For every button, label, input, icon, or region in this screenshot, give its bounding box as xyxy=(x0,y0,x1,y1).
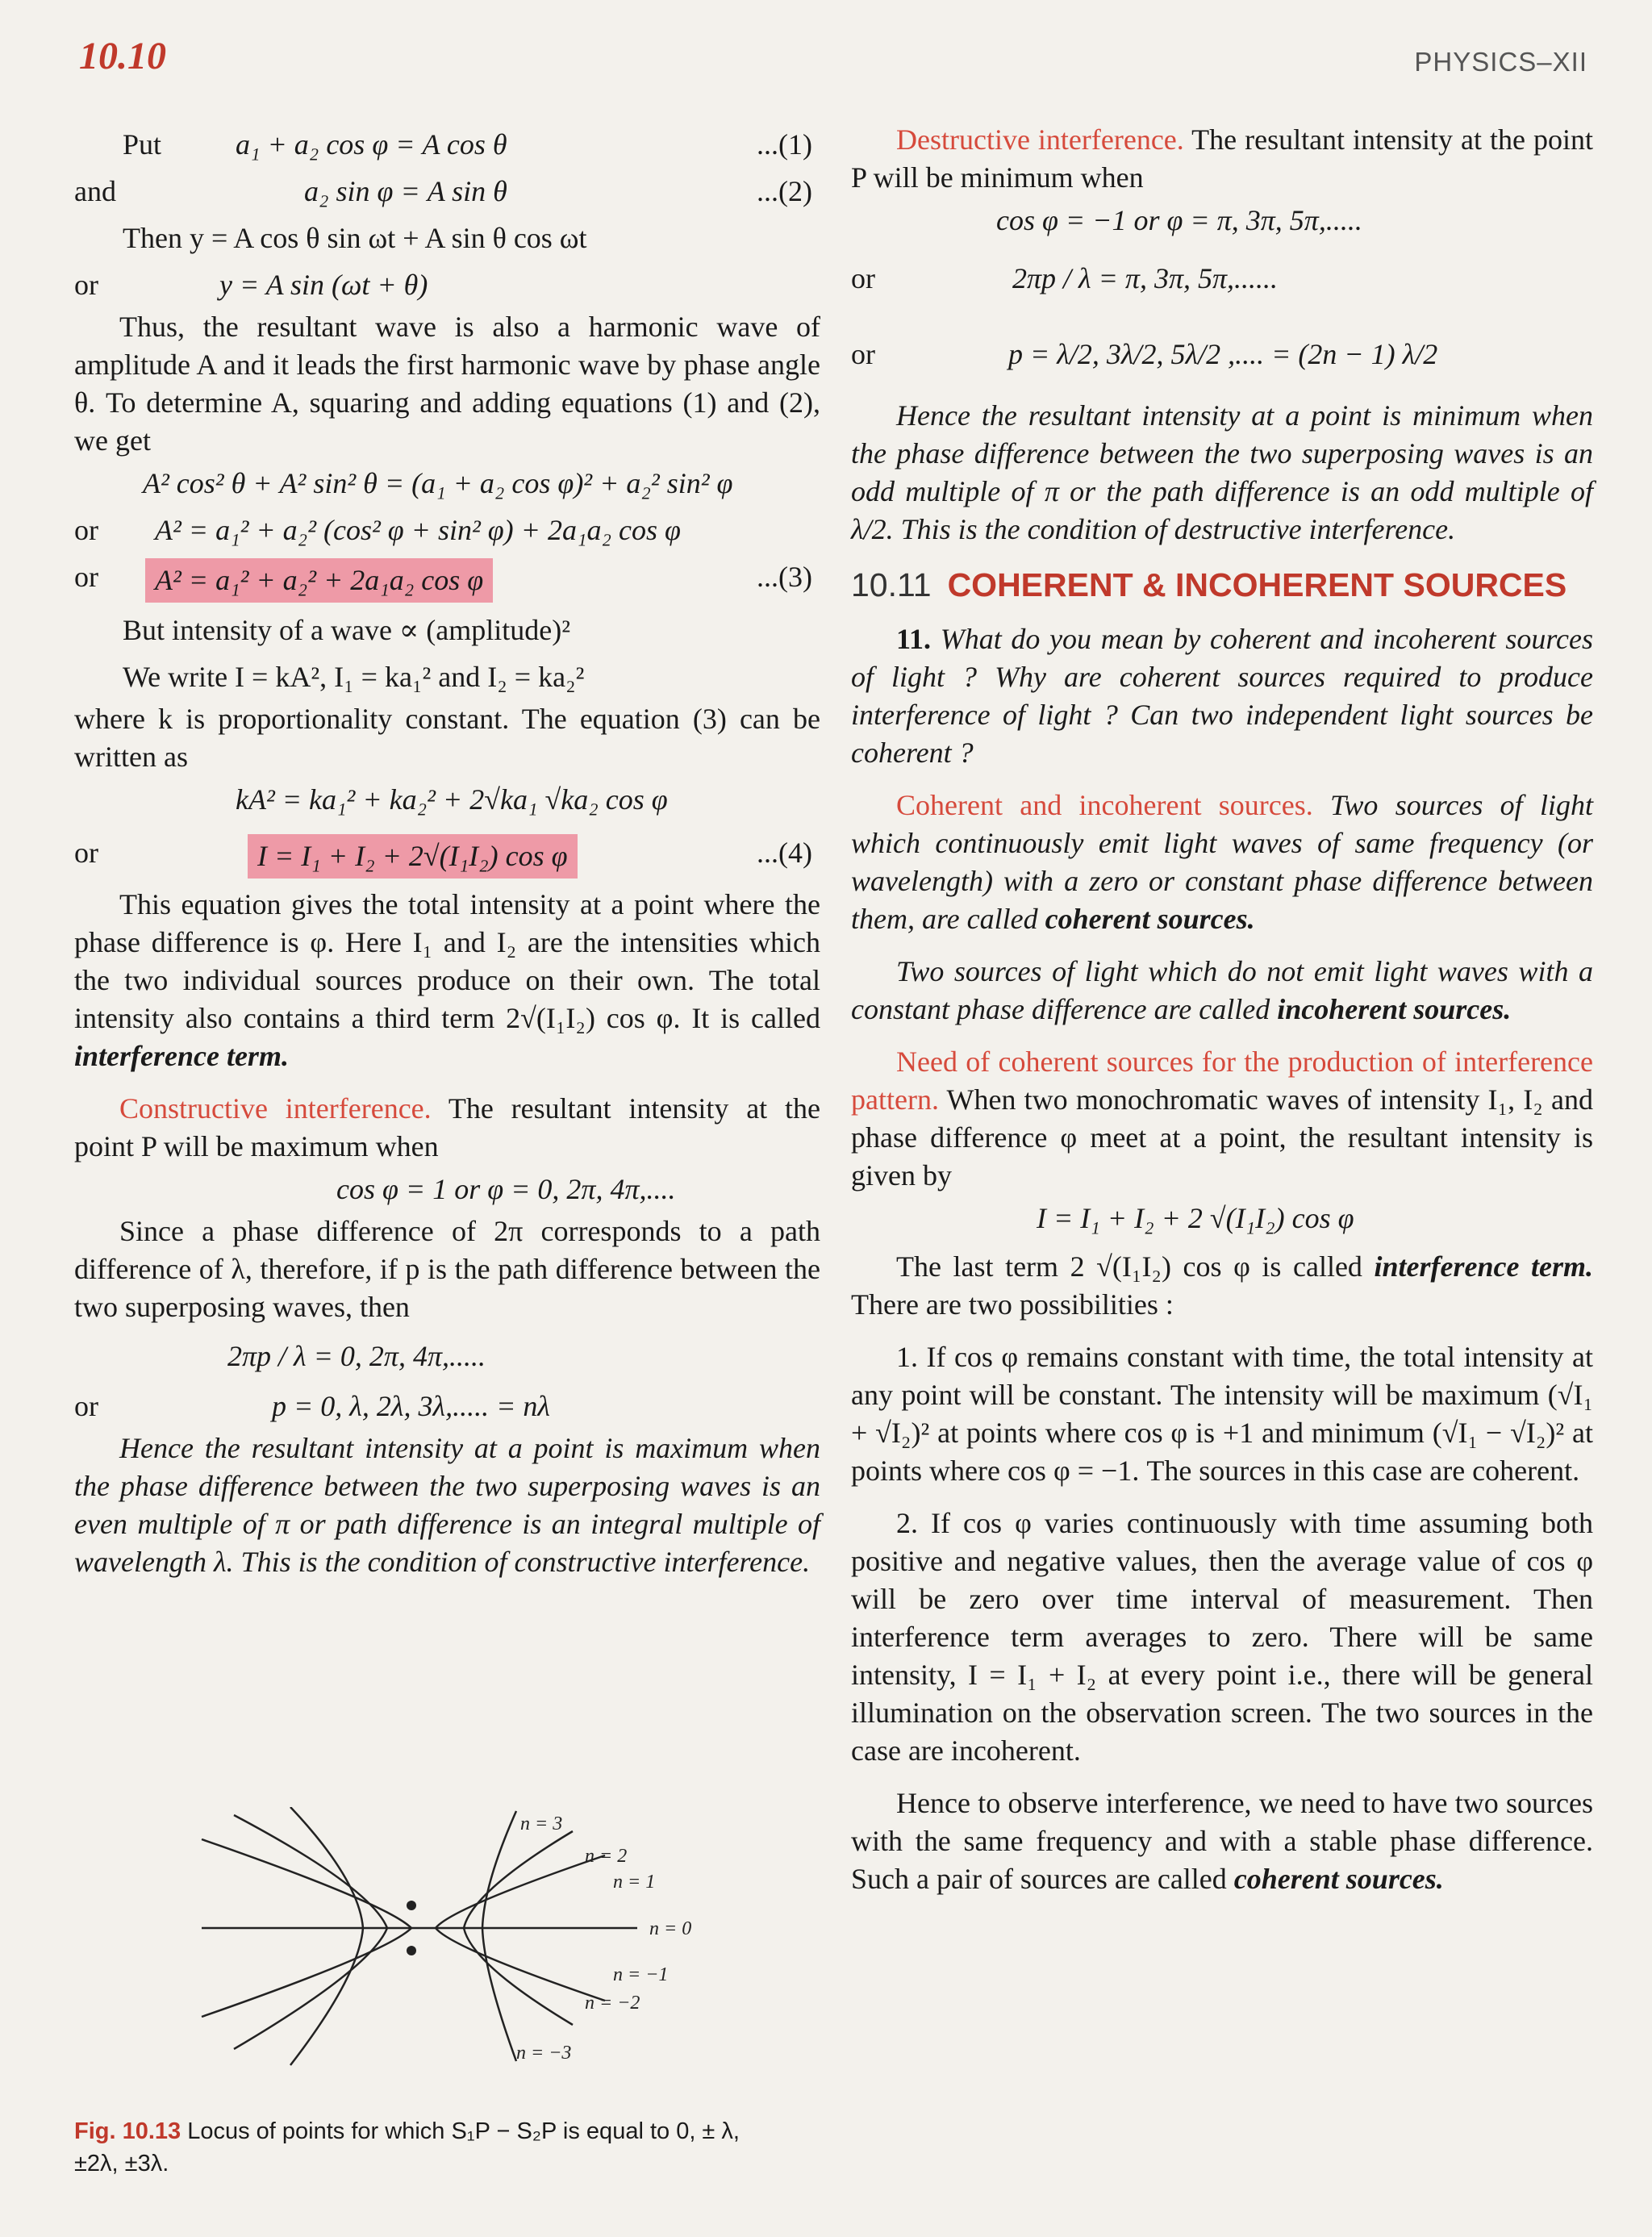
figure-caption-text: Locus of points for which S₁P − S₂P is equal to 0, ± λ, ±2λ, ±3λ. xyxy=(74,2118,740,2176)
equation-4-highlight: I = I₁ + I₂ + 2√(I₁I₂) cos φ xyxy=(248,834,578,879)
source-s2 xyxy=(407,1946,416,1955)
curve-left-n2 xyxy=(234,1815,387,2049)
or-label: or xyxy=(851,262,875,294)
or-label: or xyxy=(74,514,98,546)
paragraph-since: Since a phase difference of 2π corresponds to a path difference of λ, therefore, if p is the path difference between the two superposing waves, then xyxy=(74,1215,820,1323)
destructive-heading: Destructive interference. xyxy=(896,123,1184,156)
p1-line xyxy=(74,1383,820,1429)
and-label: and xyxy=(74,175,116,207)
equation-3-line xyxy=(74,553,820,607)
section-number: 10.11 xyxy=(851,566,932,603)
equation-fraction-max: 2πp / λ = 0, 2π, 4π,..... xyxy=(227,1340,486,1372)
we-write-text: We write I = kA², I₁ = ka₁² and I₂ = ka₂² xyxy=(123,661,585,693)
equation-cos-max: cos φ = 1 or φ = 0, 2π, 4π,.... xyxy=(336,1173,676,1205)
cos2-line xyxy=(851,197,1593,244)
equation-4-line xyxy=(74,829,820,886)
then-line xyxy=(74,215,820,261)
paragraph-hence-min: Hence the resultant intensity at a point is minimum when the phase difference between the two superposing waves is an odd multiple of π or the path difference is an odd multiple of λ/2. This is the condition of destructive interference. xyxy=(851,399,1593,545)
equation-1-number: ...(1) xyxy=(757,128,812,161)
label-n1: n = 1 xyxy=(613,1872,656,1893)
equation-2-number: ...(2) xyxy=(757,175,812,207)
or-label: or xyxy=(74,561,98,593)
right-column xyxy=(851,121,1593,1898)
or-label: or xyxy=(74,1390,98,1422)
equation-3-number: ...(3) xyxy=(757,561,812,593)
paragraph-hence-max: Hence the resultant intensity at a point is maximum when the phase difference between the two superposing waves is an even multiple of π or path difference is an integral multiple of wavelength λ. This is the condition of constructive interference. xyxy=(74,1432,820,1578)
section-heading xyxy=(851,566,1593,604)
paragraph-constructive: Constructive interference. The resultant intensity at the point P will be maximum when xyxy=(74,1092,820,1162)
question-11: 11. What do you mean by coherent and incoherent sources of light ? Why are coherent sources required to produce interference of light ? Can two independent light sources be coherent ? xyxy=(851,623,1593,769)
label-n-3: n = −3 xyxy=(516,2043,572,2064)
curve-right-n3 xyxy=(482,1811,516,2061)
figure-caption xyxy=(74,2115,768,2180)
paragraph-final: Hence to observe interference, we need to have two sources with the same frequency and with a stable phase difference. Such a pair of sources are called coherent sources. xyxy=(851,1787,1593,1895)
left-column xyxy=(74,121,820,1581)
constructive-heading: Constructive interference. xyxy=(119,1092,432,1125)
equation-1-line xyxy=(74,121,820,168)
figure-label: Fig. 10.13 xyxy=(74,2118,181,2144)
or-label: or xyxy=(74,837,98,869)
equation-path-min: p = λ/2, 3λ/2, 5λ/2 ,.... = (2n − 1) λ/2 xyxy=(1008,338,1438,370)
hyperbola-figure xyxy=(186,1807,766,2073)
book-title: PHYSICS–XII xyxy=(1414,47,1587,77)
label-n3: n = 3 xyxy=(520,1813,563,1834)
or-line-1 xyxy=(74,261,820,308)
point-1: 1. If cos φ remains constant with time, the total intensity at any point will be constant. The intensity will be maximum (√I₁ + √I₂)² at points where cos φ is +1 and minimum (√I₁ − √I₂)² at points where cos φ = −1. The sources in this case are coherent. xyxy=(851,1341,1593,1487)
or-label: or xyxy=(74,269,98,301)
frac2-line xyxy=(851,244,1593,316)
p2-line xyxy=(851,316,1593,397)
we-write-line xyxy=(74,653,820,700)
cos1-line xyxy=(74,1166,820,1212)
chapter-page-number: 10.10 xyxy=(79,35,166,77)
equation-path-max: p = 0, λ, 2λ, 3λ,..... = nλ xyxy=(272,1390,550,1422)
I-equation-line xyxy=(851,1195,1593,1248)
but-line xyxy=(74,607,820,653)
put-label: Put xyxy=(123,128,162,161)
equation-3-highlight: A² = a₁² + a₂² + 2a₁a₂ cos φ xyxy=(145,558,493,603)
squared-line xyxy=(74,460,820,507)
section-title: COHERENT & INCOHERENT SOURCES xyxy=(947,566,1567,603)
label-n-2: n = −2 xyxy=(585,1993,640,2014)
label-n2: n = 2 xyxy=(585,1846,628,1867)
paragraph-where: where k is proportionality constant. The equation (3) can be written as xyxy=(74,703,820,773)
equation-fraction-min: 2πp / λ = π, 3π, 5π,...... xyxy=(1012,262,1279,294)
or-line-2 xyxy=(74,507,820,553)
equation-k: kA² = ka₁² + ka₂² + 2√ka₁ √ka₂ cos φ xyxy=(236,783,668,816)
need-heading: Need of coherent sources for the production of interference pattern. xyxy=(851,1045,1593,1116)
frac1-line xyxy=(74,1326,820,1383)
but-intensity-text: But intensity of a wave ∝ (amplitude)² xyxy=(123,614,571,646)
equation-1: a₁ + a₂ cos φ = A cos θ xyxy=(236,128,507,161)
paragraph-coherent: Coherent and incoherent sources. Two sources of light which continuously emit light waves of same frequency (or wavelength) with a zero or constant phase difference between them, are called coherent sources. xyxy=(851,789,1593,935)
equation-4-number: ...(4) xyxy=(757,837,812,869)
paragraph-need: Need of coherent sources for the production of interference pattern. When two monochromatic waves of intensity I₁, I₂ and phase difference φ meet at a point, the resultant intensity is given by xyxy=(851,1045,1593,1192)
equation-cos-min: cos φ = −1 or φ = π, 3π, 5π,..... xyxy=(996,204,1362,236)
point-2: 2. If cos φ varies continuously with time assuming both positive and negative values, then the average value of cos φ will be zero over time interval of measurement. Then interference term averages to zero. There will be same intensity, I = I₁ + I₂ at every point i.e., there will be general illumination on the observation screen. The two sources in the case are incoherent. xyxy=(851,1507,1593,1767)
k-equation-line xyxy=(74,776,820,829)
paragraph-thus: Thus, the resultant wave is also a harmonic wave of amplitude A and it leads the first harmonic wave by phase angle θ. To determine A, squaring and adding equations (1) and (2), we get xyxy=(74,311,820,457)
paragraph-this-equation: This equation gives the total intensity at a point where the phase difference is φ. Here I₁ and I₂ are the intensities which the two individual sources produce on their own. The total intensity also contains a third term 2√(I₁I₂) cos φ. It is called interference term. xyxy=(74,888,820,1072)
paragraph-incoherent: Two sources of light which do not emit light waves with a constant phase difference are called incoherent sources. xyxy=(851,955,1593,1025)
equation-resultant: y = A sin (ωt + θ) xyxy=(219,269,428,301)
coherent-heading: Coherent and incoherent sources. xyxy=(896,789,1313,821)
or-label: or xyxy=(851,338,875,370)
curve-left-n3 xyxy=(290,1807,363,2065)
label-n-1: n = −1 xyxy=(613,1964,669,1985)
paragraph-last-term: The last term 2 √(I₁I₂) cos φ is called interference term. There are two possibilities : xyxy=(851,1250,1593,1321)
then-equation: Then y = A cos θ sin ωt + A sin θ cos ωt xyxy=(123,222,587,254)
label-n0: n = 0 xyxy=(649,1918,692,1939)
equation-expanded: A² = a₁² + a₂² (cos² φ + sin² φ) + 2a₁a₂ cos φ xyxy=(155,514,681,546)
equation-2-line xyxy=(74,168,820,215)
paragraph-destructive: Destructive interference. The resultant intensity at the point P will be minimum when xyxy=(851,123,1593,194)
equation-intensity: I = I₁ + I₂ + 2 √(I₁I₂) cos φ xyxy=(1037,1202,1354,1234)
source-s1 xyxy=(407,1901,416,1910)
equation-squared: A² cos² θ + A² sin² θ = (a₁ + a₂ cos φ)² + a₂² sin² φ xyxy=(143,467,733,499)
equation-2: a₂ sin φ = A sin θ xyxy=(304,175,507,207)
